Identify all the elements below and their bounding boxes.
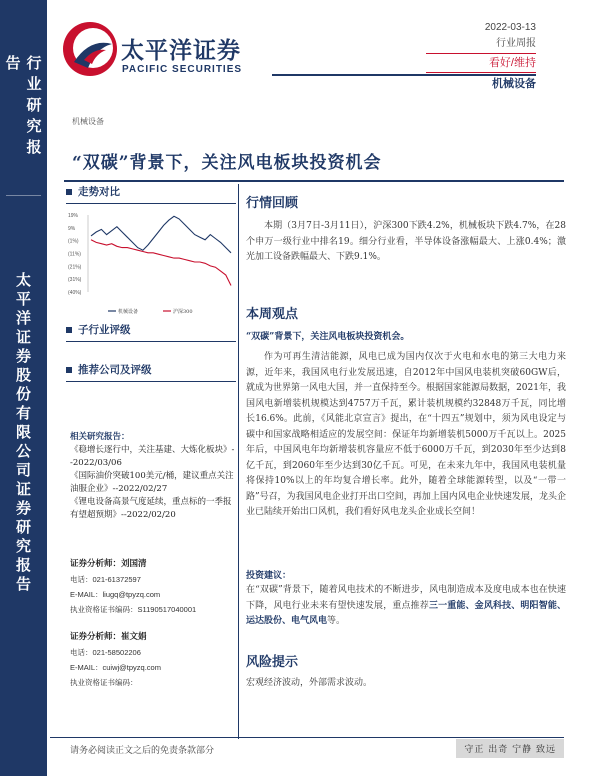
analyst-email: E-MAIL：cuiwj@tpyzq.com [70,663,161,672]
recommended-companies: 三一重能、金风科技、明阳智能、运达股份、电气风电 [246,600,566,626]
analyst-name: 证券分析师：崔文娟 [70,632,147,642]
sidebar-separator [6,195,41,196]
related-reports [70,431,235,522]
weekly-view-section [246,303,566,521]
brand-name-en: PACIFIC SECURITIES [122,64,243,75]
y-tick-label: (1%) [68,238,79,245]
trend-chart [66,207,236,319]
market-review-section [246,192,566,266]
analyst-phone: 电话：021-58502206 [70,648,141,657]
investment-label: 投资建议： [246,571,292,581]
sub-industry-section [66,322,236,342]
report-header-meta [426,20,536,93]
left-column [66,184,236,204]
footer-motto: 守正 出奇 宁静 致远 [456,739,564,758]
analyst-license: 执业资格证书编码：S1190517040001 [70,605,197,614]
footer-rule [50,737,564,738]
related-report-item: 《国际油价突破100美元/桶，建议重点关注油服企业》--2022/02/27 [70,471,234,494]
series-line [91,216,231,253]
recommend-heading: 推荐公司及评级 [66,362,236,377]
investment-text: 在“双碳”背景下，随着风电技术的不断进步，风电制造成本及度电成本也在快速下降，风电行业未来有望快速发展，重点推荐三一重能、金风科技、明阳智能、运达股份、电气风电等。 [246,585,566,626]
header-rule [272,74,536,76]
left-sidebar [0,0,47,776]
weekly-view-highlight: “双碳”背景下，关注风电板块投资机会。 [246,332,410,342]
recommend-section [66,362,236,382]
related-report-item: 《锂电设备高景气度延续，重点标的一季报有望超预期》--2022/02/20 [70,497,232,520]
risk-heading: 风险提示 [246,655,299,670]
y-tick-label: (21%) [68,264,82,271]
report-date: 2022-03-13 [484,22,536,33]
sub-industry-rule [66,341,236,342]
y-tick-label: (40%) [68,290,82,296]
y-tick-label: (31%) [68,277,82,284]
analyst-card [70,557,235,617]
analyst-email: E-MAIL：liugq@tpyzq.com [70,590,161,599]
bullet-square-icon [66,367,72,373]
weekly-view-heading: 本周观点 [246,307,299,322]
section-tag: 机械设备 [72,117,104,126]
sub-industry-heading: 子行业评级 [66,322,236,337]
risk-section [246,651,566,692]
analyst-phone: 电话：021-61372597 [70,575,141,584]
risk-text: 宏观经济波动，外部需求波动。 [246,678,373,688]
related-reports-title: 相关研究报告： [70,432,130,442]
trend-heading: 走势对比 [66,184,236,199]
related-report-item: 《稳增长逐行中，关注基建、大炼化板块》--2022/03/06 [70,445,235,468]
legend-label: 机械设备 [118,309,139,315]
series-line [91,240,231,286]
sector-name: 机械设备 [492,78,536,90]
column-divider [238,184,239,739]
y-tick-label: 9% [68,225,76,232]
bullet-square-icon [66,327,72,333]
legend-label: 沪深300 [173,309,193,315]
trend-rule [66,203,236,204]
y-tick-label: 19% [68,213,79,219]
brand-name-cn: 太平洋证券 [121,38,241,64]
footer-disclaimer: 请务必阅读正文之后的免责条款部分 [70,746,215,756]
bullet-square-icon [66,189,72,195]
y-tick-label: (11%) [68,251,81,258]
analyst-card [70,630,235,690]
sidebar-label-top: 行业研究报告 [3,55,43,160]
sector-rating: 看好/维持 [426,53,536,73]
report-title: “双碳”背景下，关注风电板块投资机会 [72,153,382,173]
analyst-name: 证券分析师：刘国清 [70,559,147,569]
weekly-view-text: 作为可再生清洁能源，风电已成为国内仅次于火电和水电的第三大电力来源，近年来，我国风电行业发展迅速，自2012年中国风电装机突破60GW后，就成为世界第一风电大国，并一直保持至今。根据国家能源局数据，2021年，我国风电新增装机规模达到4757万千瓦，累计装机规模约32848万千瓦，同比增长16.6%。此前，《风能北京宣言》提出，在“十四五”规划中，须为风电设定与碳中和国家战略相适应的发展空间：保证年均新增装机5000万千瓦以上。2025年后，中国风电年均新增装机容量应不低于6000万千瓦，到2030年至少达到8亿千瓦，到2060年至少达到30亿千瓦。可见，在未来九年中，我国风电装机量将保持10%以上的年均复合增长率。此外，随着全球能源转型，以及“一带一路”号召，为我国风电企业打开出口空间，再加上国内风电企业快速发展，龙头企业已陆续开始出口风机，我们看好风电龙头企业成长空间！ [246,352,566,517]
investment-section [246,569,566,630]
market-review-text: 本期（3月7日-3月11日），沪深300下跌4.2%，机械板块下跌4.7%，在28个申万一级行业中排名19。细分行业看，半导体设备涨幅最大、上涨0.4%；激光加工设备跌幅最大、下跌9.1%。 [246,221,566,262]
recommend-rule [66,381,236,382]
report-type: 行业周报 [496,38,536,49]
title-rule [64,180,564,182]
market-review-heading: 行情回顾 [246,196,299,211]
sidebar-label-bottom: 太平洋证券股份有限公司证券研究报告 [14,271,32,595]
analyst-license: 执业资格证书编码： [70,678,138,687]
